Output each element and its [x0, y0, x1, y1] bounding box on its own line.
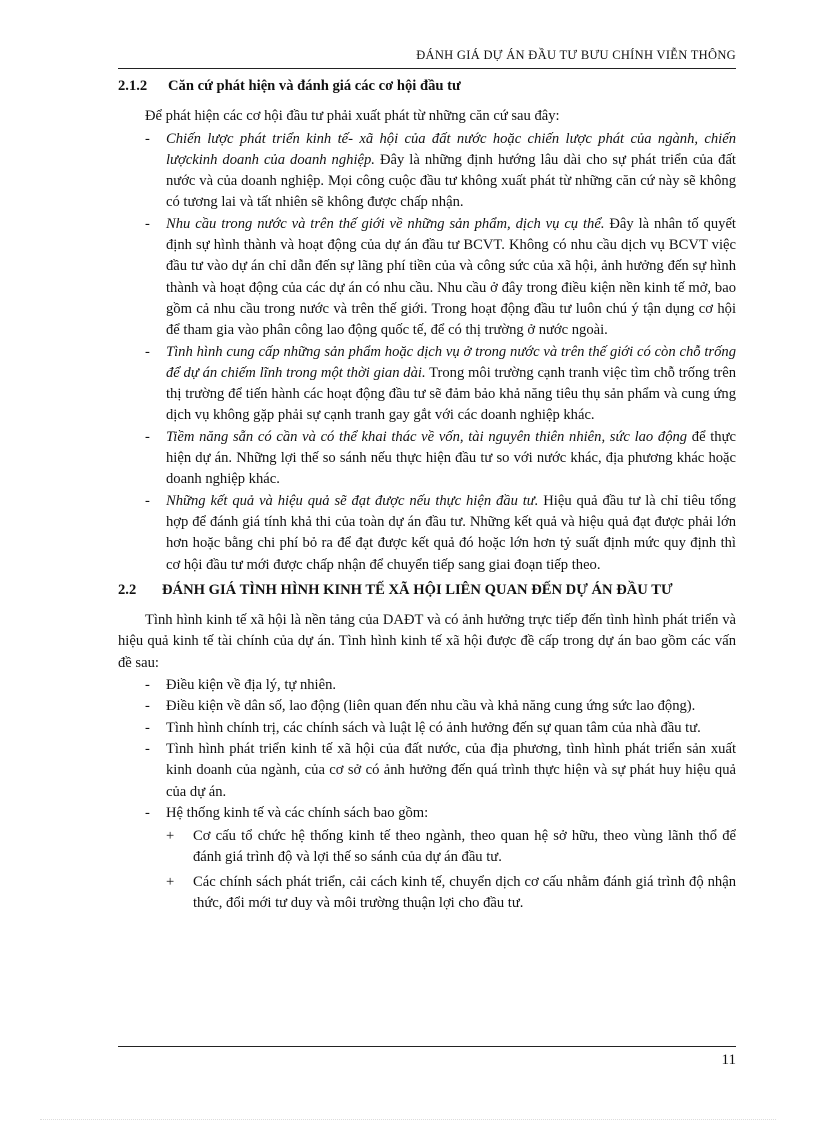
item-lead: Chiến lược phát triển kinh tế- xã hội của đất nước hoặc chiến lược phát của ngành, chiến lượckinh doanh của doanh nghiệp. [166, 130, 736, 168]
section-heading-2-1-2 [118, 76, 736, 97]
section-intro: Để phát hiện các cơ hội đầu tư phải xuất phát từ những căn cứ sau đây: [145, 108, 560, 125]
sub-list [166, 826, 736, 914]
item-lead: Nhu cầu trong nước và trên thế giới về những sản phẩm, dịch vụ cụ thể. [166, 215, 605, 232]
section-intro: Tình hình kinh tế xã hội là nền tảng của DAĐT và có ảnh hưởng trực tiếp đến tình hình phát triển và hiệu quả kinh tế tài chính của dự án. Tình hình kinh tế xã hội được đề cấp trong dự án bao gồm các vấn đề sau: [118, 612, 736, 671]
item-body: Đây là những định hướng lâu dài cho sự phát triển của đất nước và của doanh nghiệp. Mọi công cuộc đầu tư không xuất phát từ những căn cứ này sẽ không có tương lai và tất nhiên sẽ không được chấp nhận. [166, 151, 736, 211]
item-lead: Tình hình cung cấp những sản phẩm hoặc dịch vụ ở trong nước và trên thế giới có còn chỗ trống để dự án chiếm lĩnh trong một thời gian dài. [166, 343, 736, 381]
list-item [118, 803, 736, 914]
list-item: - Tình hình chính trị, các chính sách và luật lệ có ảnh hưởng đến sự quan tâm của nhà đầu tư. [118, 718, 736, 739]
section-title: Căn cứ phát hiện và đánh giá các cơ hội đầu tư [168, 78, 461, 94]
section-number: 2.2 [118, 581, 137, 598]
item-lead: Tiềm năng sẵn có cần và có thể khai thác về vốn, tài nguyên thiên nhiên, sức lao động [166, 428, 688, 445]
item-body: Trong môi trường cạnh tranh việc tìm chỗ trống trên thị trường để tiến hành các hoạt động đầu tư sẽ đảm bảo khả năng tiêu thụ sản phẩm và cung ứng dịch vụ không gặp phải sự cạnh tranh gay gắt với các doanh nghiệp khác. [166, 364, 737, 424]
section-title: ĐÁNH GIÁ TÌNH HÌNH KINH TẾ XÃ HỘI LIÊN QUAN ĐẾN DỰ ÁN ĐẦU TƯ [162, 581, 673, 598]
running-header: ĐÁNH GIÁ DỰ ÁN ĐẦU TƯ BƯU CHÍNH VIỄN THÔNG [118, 48, 736, 69]
section-heading-2-2 [118, 580, 736, 601]
footer-rule [118, 1046, 736, 1047]
sub-list-item: + Cơ cấu tổ chức hệ thống kinh tế theo ngành, theo quan hệ sở hữu, theo vùng lãnh thổ để đánh giá trình độ và lợi thế so sánh của dự án đầu tư. [166, 826, 736, 869]
item-body: Đây là nhân tố quyết định sự hình thành và hoạt động của dự án đầu tư BCVT. Không có nhu cầu dịch vụ BCVT việc đầu tư vào dự án chỉ dẫn đến sự lãng phí tiền của và công sức của xã hội, ảnh hưởng đến sự hình thành và hoạt động của các dự án có nhu cầu. Nhu cầu ở đây trong điều kiện nền kinh tế mở, bao gồm cả nhu cầu trong nước và trên thế giới. Trong hoạt động đầu tư luôn chú ý tận dụng cơ hội để tham gia vào phân công lao động quốc tế, để có thị trường ở nước ngoài. [166, 215, 736, 339]
list-item [118, 427, 736, 491]
section-number: 2.1.2 [118, 78, 148, 94]
list-item [118, 214, 736, 342]
item-body: Hiệu quả đầu tư là chỉ tiêu tổng hợp để đánh giá tính khả thi của toàn dự án đầu tư. Những kết quả và hiệu quả đạt được phải lớn hơn hoặc bằng chi phí bỏ ra để đạt được kết quả đó hoặc lớn hơn tỷ suất định mức quy định thì cơ hội đầu tư mới được chấp nhận để chuyển tiếp sang giai đoạn tiếp theo. [166, 492, 736, 573]
list-item: - Tình hình phát triển kinh tế xã hội của đất nước, của địa phương, tình hình phát triển sản xuất kinh doanh của ngành, của cơ sở có ảnh hưởng đến quá trình thực hiện và sự phát huy hiệu quả của dự án. [118, 739, 736, 803]
list-item: - Điều kiện về dân số, lao động (liên quan đến nhu cầu và khả năng cung ứng sức lao động). [118, 696, 736, 717]
list-item [118, 342, 736, 427]
item-text: Hệ thống kinh tế và các chính sách bao gồm: [166, 804, 429, 821]
page-number: 11 [721, 1052, 736, 1068]
list-item [118, 129, 736, 214]
bullet-list-socioeconomic [118, 675, 736, 914]
list-item [118, 491, 736, 576]
sub-list-item: + Các chính sách phát triển, cải cách kinh tế, chuyển dịch cơ cấu nhằm đánh giá trình độ nhận thức, đổi mới tư duy và môi trường thuận lợi cho đầu tư. [166, 872, 736, 915]
bullet-list-bases [118, 129, 736, 576]
page-break-divider [40, 1119, 776, 1120]
item-body: để thực hiện dự án. Những lợi thế so sánh nếu thực hiện đầu tư so với nước khác, địa phương khác hoặc doanh nghiệp khác. [166, 428, 736, 488]
item-lead: Những kết quả và hiệu quả sẽ đạt được nếu thực hiện đầu tư. [166, 492, 539, 509]
page-content [118, 76, 736, 917]
list-item: - Điều kiện về địa lý, tự nhiên. [118, 675, 736, 696]
